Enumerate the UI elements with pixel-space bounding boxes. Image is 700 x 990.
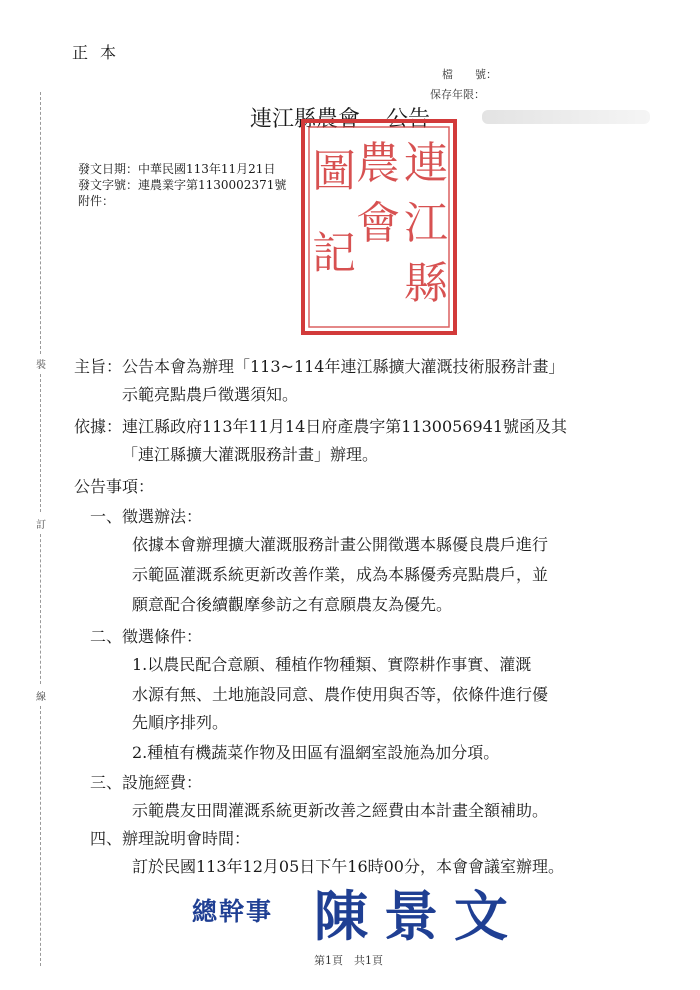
svg-text:縣: 縣 xyxy=(404,258,448,309)
section-text: 先順序排列。 xyxy=(132,713,229,732)
subject-line: 主旨：公告本會為辦理「113~114年連江縣擴大灌溉技術服務計畫」 xyxy=(74,357,565,376)
svg-text:連: 連 xyxy=(404,138,448,189)
section-heading: 三、設施經費： xyxy=(90,773,203,792)
signature-title: 總幹事 xyxy=(192,897,274,926)
binding-mark: 訂 xyxy=(36,520,46,531)
official-seal xyxy=(300,118,458,336)
section-heading: 四、辦理說明會時間： xyxy=(90,829,251,848)
issuer-name: 連江縣農會 xyxy=(250,107,361,132)
binding-line xyxy=(40,92,41,354)
section-text: 水源有無、土地施設同意、農作使用與否等，依條件進行優 xyxy=(132,685,549,704)
section-text: 示範農友田間灌溉系統更新改善之經費由本計畫全額補助。 xyxy=(132,801,549,820)
svg-text:會: 會 xyxy=(356,198,400,249)
section-text: 2.種植有機蔬菜作物及田區有溫網室設施為加分項。 xyxy=(132,743,500,762)
svg-text:記: 記 xyxy=(312,228,356,279)
signature-name: 陳景文 xyxy=(314,884,524,948)
issue-date: 發文日期：中華民國113年11月21日 xyxy=(78,162,276,176)
section-text: 願意配合後續觀摩參訪之有意願農友為優先。 xyxy=(132,595,453,614)
basis-line: 「連江縣擴大灌溉服務計畫」辦理。 xyxy=(122,445,379,464)
svg-text:農: 農 xyxy=(356,138,400,189)
section-text: 示範區灌溉系統更新改善作業，成為本縣優秀亮點農戶，並 xyxy=(132,565,549,584)
binding-line xyxy=(40,374,41,512)
section-text: 訂於民國113年12月05日下午16時00分，本會會議室辦理。 xyxy=(132,857,564,876)
redacted-mark xyxy=(482,110,650,124)
binding-line xyxy=(40,534,41,684)
subject-line: 示範亮點農戶徵選須知。 xyxy=(122,385,299,404)
notice-heading: 公告事項： xyxy=(74,477,155,496)
attachment-label: 附件： xyxy=(78,194,115,208)
page-number: 第1頁 共1頁 xyxy=(314,954,383,967)
section-text: 依據本會辦理擴大灌溉服務計畫公開徵選本縣優良農戶進行 xyxy=(132,535,549,554)
svg-text:圖: 圖 xyxy=(312,146,356,197)
section-heading: 二、徵選條件： xyxy=(90,627,203,646)
svg-text:江: 江 xyxy=(404,198,448,249)
retention-period-label: 保存年限： xyxy=(430,88,485,101)
basis-line: 依據：連江縣政府113年11月14日府產農字第1130056941號函及其 xyxy=(74,417,568,436)
document-type: 公告 xyxy=(386,107,431,132)
original-copy-label: 正本 xyxy=(72,43,129,62)
binding-mark: 裝 xyxy=(36,360,46,371)
file-number-label: 檔 號： xyxy=(442,68,497,81)
section-heading: 一、徵選辦法： xyxy=(90,507,203,526)
section-text: 1.以農民配合意願、種植作物種類、實際耕作事實、灌溉 xyxy=(132,655,532,674)
binding-line xyxy=(40,706,41,966)
issue-number: 發文字號：連農業字第1130002371號 xyxy=(78,178,287,192)
binding-mark: 線 xyxy=(36,692,46,703)
